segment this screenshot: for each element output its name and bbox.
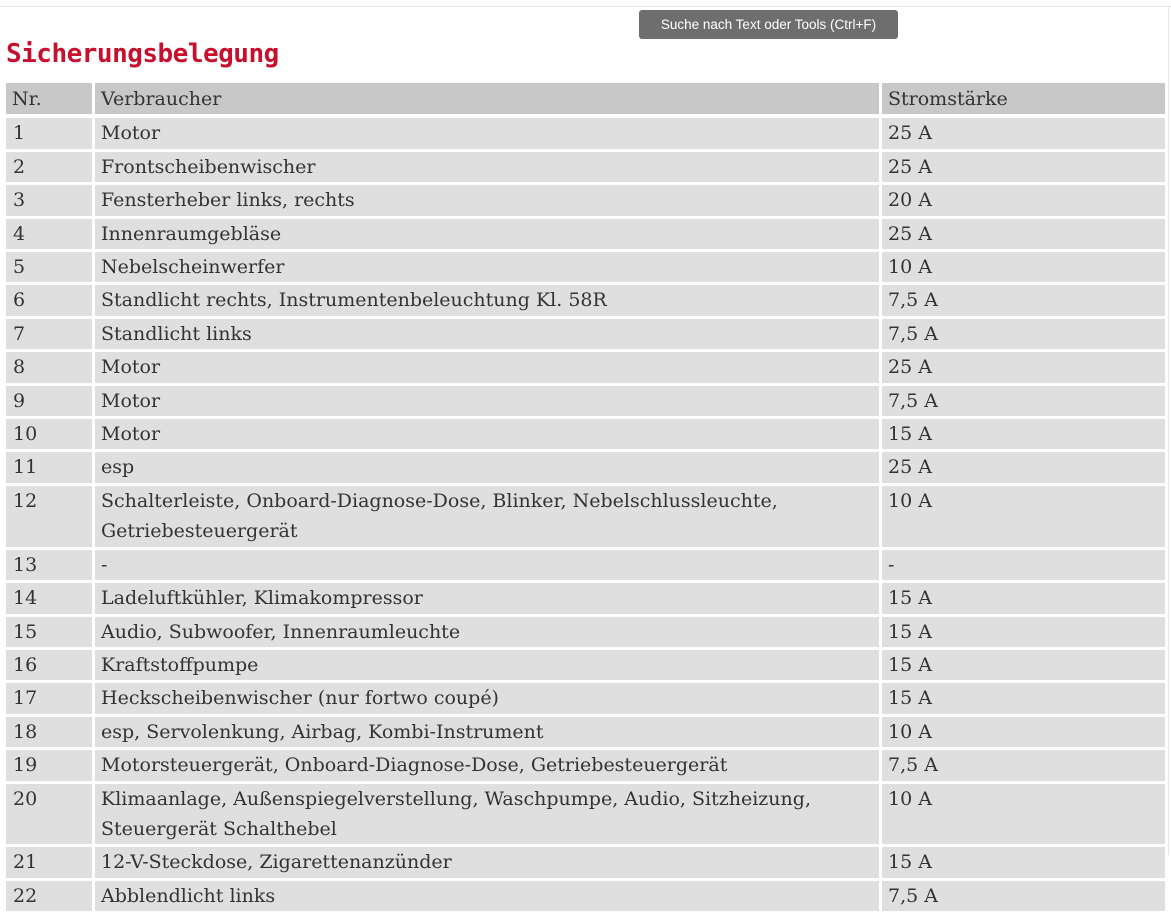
cell-verbraucher: Motor [95,117,879,148]
table-row [6,683,1165,713]
cell-nr: 10 [6,419,92,449]
search-tooltip: Suche nach Text oder Tools (Ctrl+F) [639,10,898,39]
cell-verbraucher: Ladeluftkühler, Klimakompressor [95,583,879,613]
cell-verbraucher: 12-V-Steckdose, Zigarettenanzünder [95,847,879,877]
cell-nr: 9 [6,386,92,416]
table-row [6,285,1165,315]
cell-verbraucher: Standlicht links [95,319,879,349]
header-nr: Nr. [6,83,92,114]
table-row [6,252,1165,282]
cell-nr: 1 [6,117,92,148]
cell-verbraucher: Heckscheibenwischer (nur fortwo coupé) [95,683,879,713]
cell-verbraucher: Klimaanlage, Außenspiegelverstellung, Waschpumpe, Audio, Sitzheizung, Steuergerät Schalthebel [95,784,879,845]
cell-stromstaerke: 7,5 A [882,319,1165,349]
table-row [6,550,1165,580]
cell-verbraucher: Motor [95,419,879,449]
table-row [6,784,1165,845]
cell-verbraucher: Fensterheber links, rechts [95,185,879,215]
cell-verbraucher: Motor [95,386,879,416]
cell-stromstaerke: 15 A [882,847,1165,877]
cell-nr: 14 [6,583,92,613]
cell-nr: 2 [6,152,92,182]
cell-verbraucher: Schalterleiste, Onboard-Diagnose-Dose, Blinker, Nebelschlussleuchte, Getriebesteuergerät [95,486,879,547]
cell-nr: 8 [6,352,92,382]
cell-stromstaerke: - [882,550,1165,580]
table-row [6,881,1165,911]
table-row [6,750,1165,780]
table-row [6,419,1165,449]
cell-nr: 12 [6,486,92,547]
cell-stromstaerke: 10 A [882,784,1165,845]
cell-nr: 4 [6,219,92,249]
cell-nr: 7 [6,319,92,349]
table-row [6,583,1165,613]
cell-verbraucher: Motorsteuergerät, Onboard-Diagnose-Dose, Getriebesteuergerät [95,750,879,780]
cell-stromstaerke: 15 A [882,419,1165,449]
page-top-border [0,6,1171,7]
cell-nr: 3 [6,185,92,215]
cell-verbraucher: Frontscheibenwischer [95,152,879,182]
cell-verbraucher: Motor [95,352,879,382]
cell-verbraucher: esp [95,452,879,482]
table-row [6,219,1165,249]
cell-verbraucher: esp, Servolenkung, Airbag, Kombi-Instrument [95,717,879,747]
cell-verbraucher: - [95,550,879,580]
table-row [6,352,1165,382]
cell-stromstaerke: 10 A [882,717,1165,747]
cell-stromstaerke: 15 A [882,617,1165,647]
table-row [6,650,1165,680]
table-row [6,617,1165,647]
table-row [6,486,1165,547]
cell-nr: 15 [6,617,92,647]
cell-stromstaerke: 25 A [882,452,1165,482]
cell-nr: 16 [6,650,92,680]
fuse-table [3,80,1168,914]
table-row [6,717,1165,747]
cell-nr: 18 [6,717,92,747]
cell-stromstaerke: 10 A [882,486,1165,547]
cell-stromstaerke: 15 A [882,683,1165,713]
cell-nr: 11 [6,452,92,482]
header-stromstaerke: Stromstärke [882,83,1165,114]
page-title: Sicherungsbelegung [6,39,279,70]
cell-stromstaerke: 7,5 A [882,750,1165,780]
cell-stromstaerke: 25 A [882,352,1165,382]
table-row [6,117,1165,148]
table-header-row [6,83,1165,114]
page-right-border [1168,6,1169,855]
cell-stromstaerke: 7,5 A [882,386,1165,416]
cell-stromstaerke: 25 A [882,117,1165,148]
table-row [6,386,1165,416]
cell-verbraucher: Innenraumgebläse [95,219,879,249]
cell-stromstaerke: 15 A [882,650,1165,680]
cell-stromstaerke: 7,5 A [882,285,1165,315]
cell-nr: 13 [6,550,92,580]
cell-nr: 21 [6,847,92,877]
cell-nr: 17 [6,683,92,713]
cell-nr: 22 [6,881,92,911]
cell-stromstaerke: 20 A [882,185,1165,215]
table-row [6,452,1165,482]
cell-nr: 6 [6,285,92,315]
cell-stromstaerke: 25 A [882,219,1165,249]
cell-nr: 19 [6,750,92,780]
cell-verbraucher: Abblendlicht links [95,881,879,911]
table-row [6,152,1165,182]
table-row [6,319,1165,349]
cell-stromstaerke: 25 A [882,152,1165,182]
table-row [6,185,1165,215]
header-verbraucher: Verbraucher [95,83,879,114]
cell-stromstaerke: 15 A [882,583,1165,613]
cell-nr: 20 [6,784,92,845]
table-row [6,847,1165,877]
cell-stromstaerke: 7,5 A [882,881,1165,911]
cell-nr: 5 [6,252,92,282]
cell-verbraucher: Nebelscheinwerfer [95,252,879,282]
cell-verbraucher: Standlicht rechts, Instrumentenbeleuchtung Kl. 58R [95,285,879,315]
cell-verbraucher: Kraftstoffpumpe [95,650,879,680]
cell-verbraucher: Audio, Subwoofer, Innenraumleuchte [95,617,879,647]
cell-stromstaerke: 10 A [882,252,1165,282]
